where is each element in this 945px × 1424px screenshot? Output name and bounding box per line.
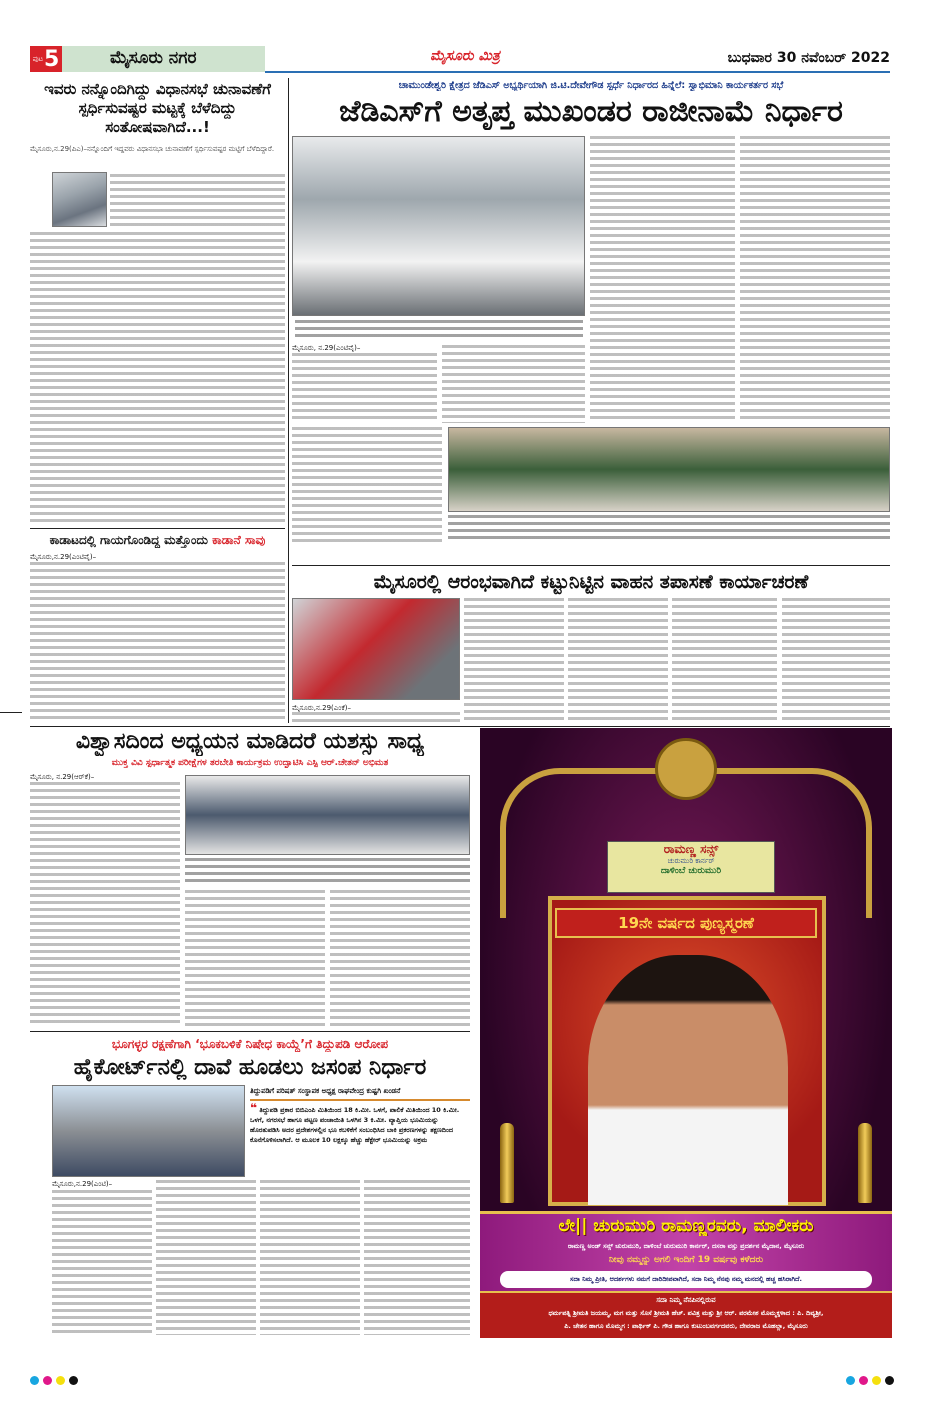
page-badge: [30, 46, 62, 72]
header-rule: [265, 71, 890, 73]
article-body: [672, 598, 777, 722]
ad-family-line-1: ಧರ್ಮಪತ್ನಿ ಶ್ರೀಮತಿ ಜಯಮ್ಮ, ಮಗ ಮತ್ತು ಸೊಸೆ ಶ್ರೀಮತಿ ಹೆಚ್. ಪವಿತ್ರ ಮತ್ತು ಶ್ರೀ ಆರ್. ಪರಮೇಶ ಮೊಮ್ಮಕ್ಕಳಾದ : ಪಿ. ದಿವ್ಯಶ್ರೀ,: [548, 1309, 824, 1317]
registration-dot: [885, 1376, 894, 1385]
ad-years: ನೀವು ನಮ್ಮನ್ನು ಅಗಲಿ ಇಂದಿಗೆ 19 ವರ್ಷವು ಕಳೆದರು: [608, 1255, 764, 1265]
article-subhead: ಮುಕ್ತ ವಿವಿ ಸ್ಪರ್ಧಾತ್ಮಕ ಪರೀಕ್ಷೆಗಳ ತರಬೇತಿ ಕಾರ್ಯಕ್ರಮ ಉದ್ಘಾಟಿಸಿ ಎಸ್ಪಿ ಆರ್.ಚೇತನ್ ಅಭಿಮತ: [111, 758, 389, 768]
article-kicker: ಭೂಗಳ್ಳರ ರಕ್ಷಣೆಗಾಗಿ ‘ಭೂಕಬಳಿಕೆ ನಿಷೇಧ ಕಾಯ್ದೆ’ಗೆ ತಿದ್ದುಪಡಿ ಆರೋಪ: [111, 1037, 389, 1051]
divider: [292, 565, 890, 566]
article-dateline: ಮೈಸೂರು,ನ.29(ಪಿಎ)–ನನ್ನೊಂದಿಗೆ ಇದ್ದವರು ವಿಧಾನಸಭಾ ಚುನಾವಣೆಗೆ ಸ್ಪರ್ಧಿಸುವಷ್ಟರ ಮಟ್ಟಿಗೆ ಬೆಳೆದಿದ್ದಾರೆ.: [30, 145, 275, 153]
photo-caption: [448, 515, 890, 543]
divider: [30, 528, 285, 529]
press-meet-photo: [52, 1085, 245, 1177]
article-quote: [250, 1103, 470, 1175]
article-body: [740, 136, 890, 423]
registration-dot: [846, 1376, 855, 1385]
ad-address: ರಾಮಣ್ಣ ಅಂಡ್ ಸನ್ಸ್ ಚುರುಮುರಿ, ದಾಳಿಂಬೆ ಚುರುಮುರಿ ಕಾರ್ನರ್, ದಸರಾ ವಸ್ತು ಪ್ರದರ್ಶನ ಮೈದಾನ, ಮೈಸೂರು: [567, 1242, 805, 1250]
article-body: [292, 712, 460, 722]
photo-caption: [185, 858, 470, 886]
article-headline: ಇವರು ನನ್ನೊಂದಿಗಿದ್ದು ವಿಧಾನಸಭೆ ಚುನಾವಣೆಗೆ ಸ್ಪರ್ಧಿಸುವಷ್ಟರ ಮಟ್ಟಕ್ಕೆ ಬೆಳೆದಿದ್ದು ಸಂತೋಷವಾಗಿದೆ...!: [44, 80, 271, 136]
registration-dot: [30, 1376, 39, 1385]
ad-family-line-2: ಪಿ. ಚೇತನ ಹಾಗೂ ಮೊಮ್ಮಗ : ಪಾರ್ಥಿಕ್ ಪಿ. ಗೌಡ ಹಾಗೂ ಕುಟುಂಬವರ್ಗದವರು, ದೇವರಾಜ ಮೊಹಲ್ಲಾ, ಮೈಸೂರು: [564, 1322, 808, 1330]
ad-tribute: ಸದಾ ನಿಮ್ಮ ಪ್ರೀತಿ, ಆದರ್ಶಗಳು ನಮಗೆ ದಾರಿದೀಪವಾಗಿದೆ, ಸದಾ ನಿಮ್ಮ ನೆನಪು ನಮ್ಮ ಮನದಲ್ಲಿ ಹಚ್ಚ ಹಸಿರಾಗಿದೆ.: [500, 1271, 872, 1288]
article-body: [52, 1190, 152, 1335]
quote-text: ತಿದ್ದುಪಡಿ ಪ್ರಕಾರ ಬಿಬಿಎಂಪಿ ಮಿತಿಯಿಂದ 18 ಕಿ.ಮೀ. ಒಳಗೆ, ಪಾಲಿಕೆ ಮಿತಿಯಿಂದ 10 ಕಿ.ಮೀ. ಒಳಗೆ, ನಗರಸಭೆ ಹಾಗೂ ಪಟ್ಟಣ ಪಂಚಾಯಿತಿ ಒಳಗಿನ 3 ಕಿ.ಮೀ. ವ್ಯಾಪ್ತಿಯ ಭೂಮಿಯನ್ನು ಹೊರತುಪಡಿಸಿ ಅದರ ಪ್ರದೇಶಗಳಲ್ಲಿನ ಭೂ ಕಬಳಿಕೆಗೆ ಸಂಬಂಧಿಸಿದ ಬಾಕಿ ಪ್ರಕರಣಗಳನ್ನು ತಕ್ಷಣದಿಂದ ಕೊನೆಗೊಳಿಸಲಾಗಿದೆ. ಆ ಮೂಲಕ 10 ಲಕ್ಷಕ್ಕೂ ಹೆಚ್ಚು ಹೆಕ್ಟೇರ್ ಭೂಮಿಯನ್ನು ಅಕ್ರಮ: [250, 1106, 460, 1144]
headline-red: ಕಾಡಾನೆ ಸಾವು: [212, 533, 266, 547]
page-label: ಪುಟ: [32, 54, 43, 63]
article-body: [110, 174, 285, 230]
article-dateline: ಮೈಸೂರು,ನ.29(ಎಂಟಿ)–: [52, 1180, 113, 1188]
article-headline: ಮೈಸೂರಲ್ಲಿ ಆರಂಭವಾಗಿದೆ ಕಟ್ಟುನಿಟ್ಟಿನ ವಾಹನ ತಪಾಸಣೆ ಕಾರ್ಯಾಚರಣೆ: [373, 571, 809, 593]
article-side-head: ತಿದ್ದುಪಡಿಗೆ ಪರಿಷತ್ ಸಂಸ್ಥಾಪಕ ಅಧ್ಯಕ್ಷ ರಾಘವೇಂದ್ರ ಕುಷ್ಟಗಿ ಖಂಡನೆ: [250, 1087, 470, 1101]
registration-dot: [56, 1376, 65, 1385]
ad-remember: ಸದಾ ನಿಮ್ಮ ನೆನಪಿನಲ್ಲಿರುವ: [656, 1296, 716, 1304]
photo-caption: [295, 320, 583, 340]
article-body: [30, 782, 180, 1027]
lamp-left-icon: [500, 1123, 514, 1203]
registration-dot: [43, 1376, 52, 1385]
section-label: ಮೈಸೂರು ನಗರ: [62, 46, 265, 72]
article-headline: ವಿಶ್ವಾಸದಿಂದ ಅಧ್ಯಯನ ಮಾಡಿದರೆ ಯಶಸ್ಸು ಸಾಧ್ಯ: [75, 729, 425, 754]
shop-sub: ದಾಳಿಂಬೆ ಚುರುಮುರಿ: [660, 866, 722, 876]
article-body: [590, 136, 735, 423]
deceased-portrait: [588, 955, 788, 1205]
article-headline: ಹೈಕೋರ್ಟ್‌ನಲ್ಲಿ ದಾವೆ ಹೂಡಲು ಜಸಂಪ ನಿರ್ಧಾರ: [73, 1055, 427, 1080]
shop-name: ರಾಮಣ್ಣ ಸನ್ಸ್: [663, 842, 719, 856]
article-body: [185, 890, 325, 1027]
article-body: [292, 353, 437, 423]
portrait-medallion: [655, 738, 717, 800]
article-kicker: ಚಾಮುಂಡೇಶ್ವರಿ ಕ್ಷೇತ್ರದ ಜೆಡಿಎಸ್ ಅಭ್ಯರ್ಥಿಯಾಗಿ ಜಿ.ಟಿ.ದೇವೇಗೌಡ ಸ್ಪರ್ಧೆ ನಿರ್ಧಾರದ ಹಿನ್ನೆಲೆ: ಸ್ವಾಭಿಮಾನಿ ಕಾರ್ಯಕರ್ತರ ಸಭೆ: [398, 80, 784, 91]
article-dateline: ಮೈಸೂರು, ನ.29(ಎಂಟಿವೈ)–: [292, 344, 361, 352]
deceased-name: ಲೇ|| ಚುರುಮುರಿ ರಾಮಣ್ಣರವರು, ಮಾಲೀಕರು: [558, 1216, 814, 1236]
masthead-logo: ಮೈಸೂರು ಮಿತ್ರ: [430, 48, 500, 64]
article-dateline: ಮೈಸೂರು,ನ.29(ಎಂಟಿವೈ)–: [30, 553, 97, 561]
portrait-photo: [52, 172, 107, 227]
column-divider: [288, 78, 289, 723]
issue-date: ಬುಧವಾರ 30 ನವೆಂಬರ್ 2022: [727, 50, 890, 66]
article-body: [292, 427, 442, 543]
lamp-right-icon: [858, 1123, 872, 1203]
quote-icon: ❝: [250, 1103, 258, 1115]
photo-frame: [548, 896, 826, 1206]
page-number: 5: [43, 46, 60, 72]
article-body: [442, 345, 585, 423]
vehicle-check-photo: [292, 598, 460, 700]
article-dateline: ಮೈಸೂರು, ನ.29(ಆರ್‌ಕೆ)–: [30, 773, 95, 781]
stage-photo: [448, 427, 890, 512]
article-body: [782, 598, 890, 722]
divider: [30, 726, 890, 727]
shop-tag: ಚುರುಮುರಿ ಕಾರ್ನರ್: [667, 857, 715, 865]
article-body: [156, 1180, 256, 1335]
headline-black: ಕಾಡಾಟದಲ್ಲಿ ಗಾಯಗೊಂಡಿದ್ದ ಮತ್ತೊಂದು: [49, 533, 208, 547]
crowd-photo: [292, 136, 585, 316]
article-body: [568, 598, 668, 722]
registration-dot: [859, 1376, 868, 1385]
article-body: [30, 562, 285, 720]
crop-mark: [0, 712, 22, 713]
memorial-ad: [480, 728, 892, 1338]
article-dateline: ಮೈಸೂರು,ನ.29(ಎಂಕೆ)–: [292, 704, 352, 712]
shop-logo: [607, 841, 775, 893]
article-body: [330, 890, 470, 1027]
registration-dot: [69, 1376, 78, 1385]
anniversary-banner: 19ನೇ ವರ್ಷದ ಪುಣ್ಯಸ್ಮರಣೆ: [555, 908, 817, 938]
article-body: [260, 1180, 360, 1335]
article-headline: [30, 533, 285, 548]
registration-dot: [872, 1376, 881, 1385]
article-body: [364, 1180, 470, 1335]
divider: [30, 1031, 470, 1032]
event-photo: [185, 775, 470, 855]
article-body: [464, 598, 564, 722]
article-body: [30, 232, 285, 522]
main-headline: ಜೆಡಿಎಸ್‌ಗೆ ಅತೃಪ್ತ ಮುಖಂಡರ ರಾಜೀನಾಮೆ ನಿರ್ಧಾರ: [339, 94, 843, 129]
